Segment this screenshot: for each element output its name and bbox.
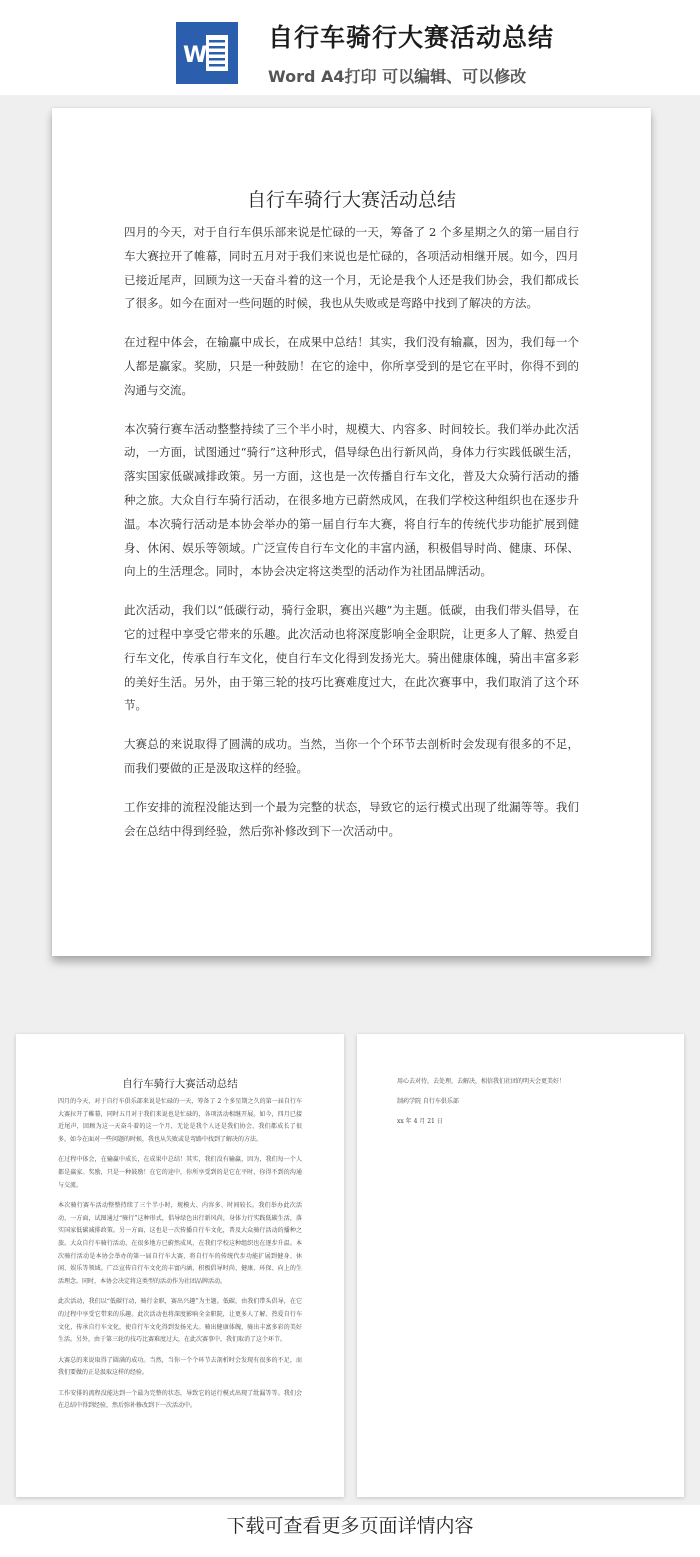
thumbnail-signature: 制药学院 自行车俱乐部 bbox=[397, 1098, 459, 1105]
word-icon-letter: W bbox=[183, 43, 208, 68]
thumbnail-closing-line: 用心去对待，去处理，去解决，相信我们社团的明天会更美好！ bbox=[397, 1078, 566, 1085]
document-page-preview bbox=[52, 108, 651, 956]
word-document-icon bbox=[176, 22, 238, 84]
document-paragraph: 在过程中体会，在输赢中成长，在成果中总结！其实，我们没有输赢，因为，我们每一个人都是赢家。奖励，只是一种鼓励！在它的途中，你所享受到的是它在平时，你得不到的沟通与交流。 bbox=[124, 335, 579, 397]
thumbnail-paragraph: 在过程中体会，在输赢中成长，在成果中总结！其实，我们没有输赢，因为，我们每一个人都是赢家。奖励，只是一种鼓励！在它的途中，你所享受到的是它在平时，你得不到的沟通与交流。 bbox=[58, 1156, 302, 1189]
page-thumbnail-2[interactable] bbox=[357, 1034, 684, 1497]
thumbnail-body bbox=[58, 1096, 302, 1421]
page-subtitle: Word A4打印 可以编辑、可以修改 bbox=[268, 67, 527, 86]
thumbnail-title: 自行车骑行大赛活动总结 bbox=[122, 1078, 238, 1090]
thumbnail-paragraph: 大赛总的来说取得了圆满的成功。当然，当你一个个环节去剖析时会发现有很多的不足，而我们要做的正是汲取这样的经验。 bbox=[58, 1356, 302, 1377]
document-paragraph: 四月的今天，对于自行车俱乐部来说是忙碌的一天，筹备了 2 个多星期之久的第一届自行车大赛拉开了帷幕，同时五月对于我们来说也是忙碌的，各项活动相继开展。如今，四月已接近尾声，回顾为这一天奋斗着的这一个月，无论是我个人还是我们协会，我们都成长了很多。如今在面对一些问题的时候，我也从失败或是弯路中找到了解决的方法。 bbox=[124, 225, 579, 311]
download-more-link[interactable]: 下载可查看更多页面详情内容 bbox=[226, 1515, 474, 1537]
document-paragraph: 本次骑行赛车活动整整持续了三个半小时，规模大、内容多、时间较长。我们举办此次活动，一方面，试图通过“骑行”这种形式，倡导绿色出行新风尚，身体力行实践低碳生活，落实国家低碳减排政策。另一方面，这也是一次传播自行车文化，普及大众骑行活动的播种之旅。大众自行车骑行活动，在很多地方已蔚然成风，在我们学校这种组织也在逐步升温。本次骑行活动是本协会举办的第一届自行车大赛，将自行车的传统代步功能扩展到健身、休闲、娱乐等领域。广泛宣传自行车文化的丰富内涵，积极倡导时尚、健康、环保、向上的生活理念。同时，本协会决定将这类型的活动作为社团品牌活动。 bbox=[124, 421, 579, 579]
thumbnail-paragraph: 四月的今天，对于自行车俱乐部来说是忙碌的一天，筹备了 2 个多星期之久的第一届自行车大赛拉开了帷幕，同时五月对于我们来说也是忙碌的，各项活动相继开展。如今，四月已接近尾声，回顾为这一天奋斗着的这一个月，无论是我个人还是我们协会，我们都成长了很多。如今在面对一些问题的时候，我也从失败或是弯路中找到了解决的方法。 bbox=[58, 1098, 302, 1143]
thumbnail-paragraph: 工作安排的流程没能达到一个最为完整的状态，导致它的运行模式出现了纰漏等等。我们会在总结中得到经验，然后弥补修改到下一次活动中。 bbox=[58, 1389, 302, 1410]
document-paragraph: 大赛总的来说取得了圆满的成功。当然，当你一个个环节去剖析时会发现有很多的不足，而我们要做的正是汲取这样的经验。 bbox=[124, 737, 579, 775]
document-title: 自行车骑行大赛活动总结 bbox=[246, 189, 456, 211]
thumbnail-date: xx 年 4 月 21 日 bbox=[397, 1118, 443, 1125]
thumbnail-body bbox=[397, 1072, 647, 1132]
document-paragraph: 此次活动，我们以“低碳行动，骑行金职，赛出兴趣”为主题。低碳，由我们带头倡导，在它的过程中享受它带来的乐趣。此次活动也将深度影响全金职院，让更多人了解、热爱自行车文化，传承自行车文化，使自行车文化得到发扬光大。骑出健康体魄，骑出丰富多彩的美好生活。另外，由于第三轮的技巧比赛难度过大，在此次赛事中，我们取消了这个环节。 bbox=[124, 603, 579, 713]
document-body bbox=[124, 221, 579, 858]
page-thumbnail-1[interactable] bbox=[16, 1034, 344, 1497]
page-header bbox=[0, 0, 700, 95]
document-paragraph: 工作安排的流程没能达到一个最为完整的状态，导致它的运行模式出现了纰漏等等。我们会在总结中得到经验，然后弥补修改到下一次活动中。 bbox=[124, 799, 579, 838]
thumbnail-paragraph: 本次骑行赛车活动整整持续了三个半小时，规模大、内容多、时间较长。我们举办此次活动，一方面，试图通过“骑行”这种形式，倡导绿色出行新风尚，身体力行实践低碳生活，落实国家低碳减排政策。另一方面，这也是一次传播自行车文化，普及大众骑行活动的播种之旅。大众自行车骑行活动，在很多地方已蔚然成风，在我们学校这种组织也在逐步升温。本次骑行活动是本协会举办的第一届自行车大赛，将自行车的传统代步功能扩展到健身、休闲、娱乐等领域。广泛宣传自行车文化的丰富内涵，积极倡导时尚、健康、环保、向上的生活理念。同时，本协会决定将这类型的活动作为社团品牌活动。 bbox=[58, 1202, 302, 1285]
thumbnail-paragraph: 此次活动，我们以“低碳行动，骑行金职，赛出兴趣”为主题。低碳，由我们带头倡导，在它的过程中享受它带来的乐趣。此次活动也将深度影响全金职院，让更多人了解、热爱自行车文化，传承自行车文化，使自行车文化得到发扬光大。骑出健康体魄，骑出丰富多彩的美好生活。另外，由于第三轮的技巧比赛难度过大，在此次赛事中，我们取消了这个环节。 bbox=[58, 1298, 302, 1344]
page-title: 自行车骑行大赛活动总结 bbox=[268, 23, 555, 52]
